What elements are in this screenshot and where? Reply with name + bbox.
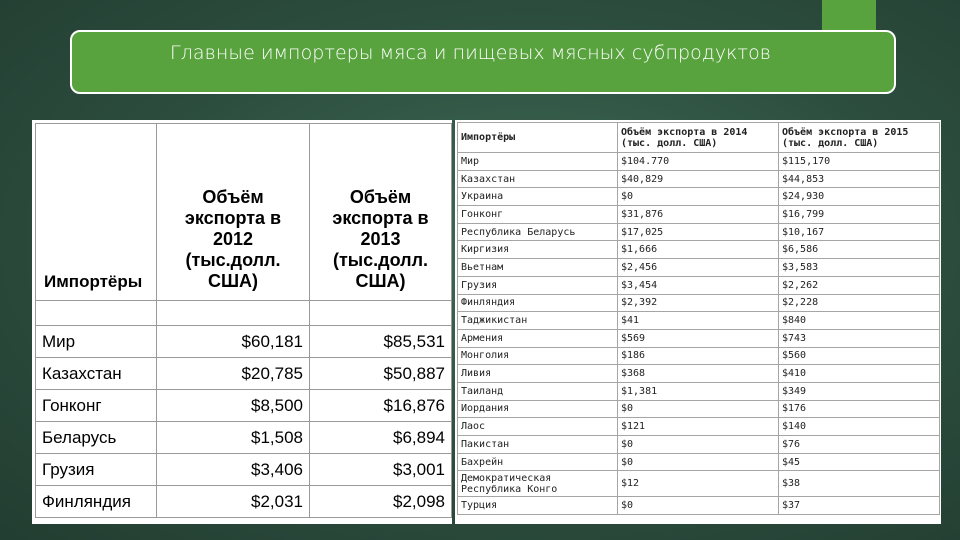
value-2012-cell: $2,031: [157, 486, 310, 518]
value-2014-cell: $41: [618, 312, 779, 330]
country-cell: Грузия: [36, 454, 157, 486]
value-2014-cell: $368: [618, 365, 779, 383]
country-cell: Казахстан: [36, 358, 157, 390]
table-row: [458, 497, 940, 515]
country-cell: Республика Беларусь: [458, 223, 618, 241]
country-cell: Таиланд: [458, 382, 618, 400]
table-row: [36, 390, 452, 422]
value-2014-cell: $104.770: [618, 153, 779, 171]
header-importers: Импортёры: [36, 124, 157, 301]
country-cell: Финляндия: [36, 486, 157, 518]
table-row: [458, 347, 940, 365]
value-2015-cell: $2,228: [779, 294, 940, 312]
value-2014-cell: $0: [618, 188, 779, 206]
table-row: [36, 358, 452, 390]
right-table-panel: [455, 120, 941, 524]
country-cell: Пакистан: [458, 436, 618, 454]
value-2015-cell: $115,170: [779, 153, 940, 171]
value-2015-cell: $76: [779, 436, 940, 454]
value-2013-cell: $50,887: [310, 358, 452, 390]
value-2014-cell: $0: [618, 436, 779, 454]
header-2014: Объём экспорта в 2014 (тыс. долл. США): [618, 123, 779, 153]
country-cell: Турция: [458, 497, 618, 515]
value-2015-cell: $560: [779, 347, 940, 365]
value-2015-cell: $24,930: [779, 188, 940, 206]
table-row: [458, 188, 940, 206]
table-spacer-row: [36, 301, 452, 326]
accent-tab: [822, 0, 876, 34]
import-table-2014-2015: [457, 122, 940, 515]
country-cell: Грузия: [458, 276, 618, 294]
table-row: [458, 153, 940, 171]
country-cell: Иордания: [458, 400, 618, 418]
value-2013-cell: $85,531: [310, 326, 452, 358]
country-cell: Монголия: [458, 347, 618, 365]
value-2015-cell: $140: [779, 418, 940, 436]
value-2015-cell: $45: [779, 453, 940, 471]
slide-title: Главные импортеры мяса и пищевых мясных субпродуктов: [170, 42, 772, 64]
value-2014-cell: $31,876: [618, 206, 779, 224]
value-2014-cell: $1,381: [618, 382, 779, 400]
value-2015-cell: $38: [779, 471, 940, 497]
value-2012-cell: $8,500: [157, 390, 310, 422]
country-cell: Лаос: [458, 418, 618, 436]
country-cell: Ливия: [458, 365, 618, 383]
header-2013: Объём экспорта в 2013 (тыс.долл. США): [310, 124, 452, 301]
country-cell: Беларусь: [36, 422, 157, 454]
value-2014-cell: $2,456: [618, 259, 779, 277]
table-row: [458, 312, 940, 330]
table-row: [458, 453, 940, 471]
value-2013-cell: $16,876: [310, 390, 452, 422]
country-cell: Финляндия: [458, 294, 618, 312]
table-row: [458, 223, 940, 241]
value-2012-cell: $1,508: [157, 422, 310, 454]
table-row: [458, 206, 940, 224]
table-row: [458, 418, 940, 436]
table-row: [458, 294, 940, 312]
country-cell: Киргизия: [458, 241, 618, 259]
value-2014-cell: $12: [618, 471, 779, 497]
table-row: [458, 436, 940, 454]
country-cell: Украина: [458, 188, 618, 206]
value-2015-cell: $44,853: [779, 170, 940, 188]
value-2014-cell: $569: [618, 329, 779, 347]
table-row: [458, 170, 940, 188]
value-2014-cell: $1,666: [618, 241, 779, 259]
header-2015: Объём экспорта в 2015 (тыс. долл. США): [779, 123, 940, 153]
header-importers: Импортёры: [458, 123, 618, 153]
country-cell: Армения: [458, 329, 618, 347]
country-cell: Мир: [458, 153, 618, 171]
value-2015-cell: $349: [779, 382, 940, 400]
table-row: [458, 276, 940, 294]
table-row: [458, 329, 940, 347]
table-row: [458, 259, 940, 277]
country-cell: Гонконг: [458, 206, 618, 224]
value-2015-cell: $6,586: [779, 241, 940, 259]
table-row: [458, 241, 940, 259]
value-2013-cell: $3,001: [310, 454, 452, 486]
table-header-row: [36, 124, 452, 301]
value-2015-cell: $2,262: [779, 276, 940, 294]
value-2014-cell: $121: [618, 418, 779, 436]
country-cell: Гонконг: [36, 390, 157, 422]
value-2015-cell: $410: [779, 365, 940, 383]
value-2014-cell: $0: [618, 497, 779, 515]
value-2012-cell: $20,785: [157, 358, 310, 390]
header-2012: Объём экспорта в 2012 (тыс.долл. США): [157, 124, 310, 301]
table-header-row: [458, 123, 940, 153]
value-2014-cell: $0: [618, 400, 779, 418]
value-2014-cell: $186: [618, 347, 779, 365]
value-2014-cell: $3,454: [618, 276, 779, 294]
country-cell: Демократическая Республика Конго: [458, 471, 618, 497]
table-row: [36, 326, 452, 358]
table-row: [458, 400, 940, 418]
value-2013-cell: $6,894: [310, 422, 452, 454]
country-cell: Казахстан: [458, 170, 618, 188]
value-2015-cell: $743: [779, 329, 940, 347]
table-row: [458, 365, 940, 383]
country-cell: Вьетнам: [458, 259, 618, 277]
country-cell: Таджикистан: [458, 312, 618, 330]
title-banner: [70, 30, 896, 94]
value-2015-cell: $16,799: [779, 206, 940, 224]
table-row: [36, 422, 452, 454]
value-2015-cell: $176: [779, 400, 940, 418]
value-2012-cell: $60,181: [157, 326, 310, 358]
value-2015-cell: $10,167: [779, 223, 940, 241]
value-2013-cell: $2,098: [310, 486, 452, 518]
table-row: [36, 486, 452, 518]
value-2014-cell: $0: [618, 453, 779, 471]
value-2015-cell: $37: [779, 497, 940, 515]
value-2014-cell: $40,829: [618, 170, 779, 188]
country-cell: Мир: [36, 326, 157, 358]
left-table-panel: [32, 120, 452, 524]
value-2012-cell: $3,406: [157, 454, 310, 486]
country-cell: Бахрейн: [458, 453, 618, 471]
value-2015-cell: $840: [779, 312, 940, 330]
table-row: [458, 382, 940, 400]
table-row: [458, 471, 940, 497]
value-2014-cell: $2,392: [618, 294, 779, 312]
import-table-2012-2013: [35, 123, 452, 518]
table-row: [36, 454, 452, 486]
value-2015-cell: $3,583: [779, 259, 940, 277]
value-2014-cell: $17,025: [618, 223, 779, 241]
